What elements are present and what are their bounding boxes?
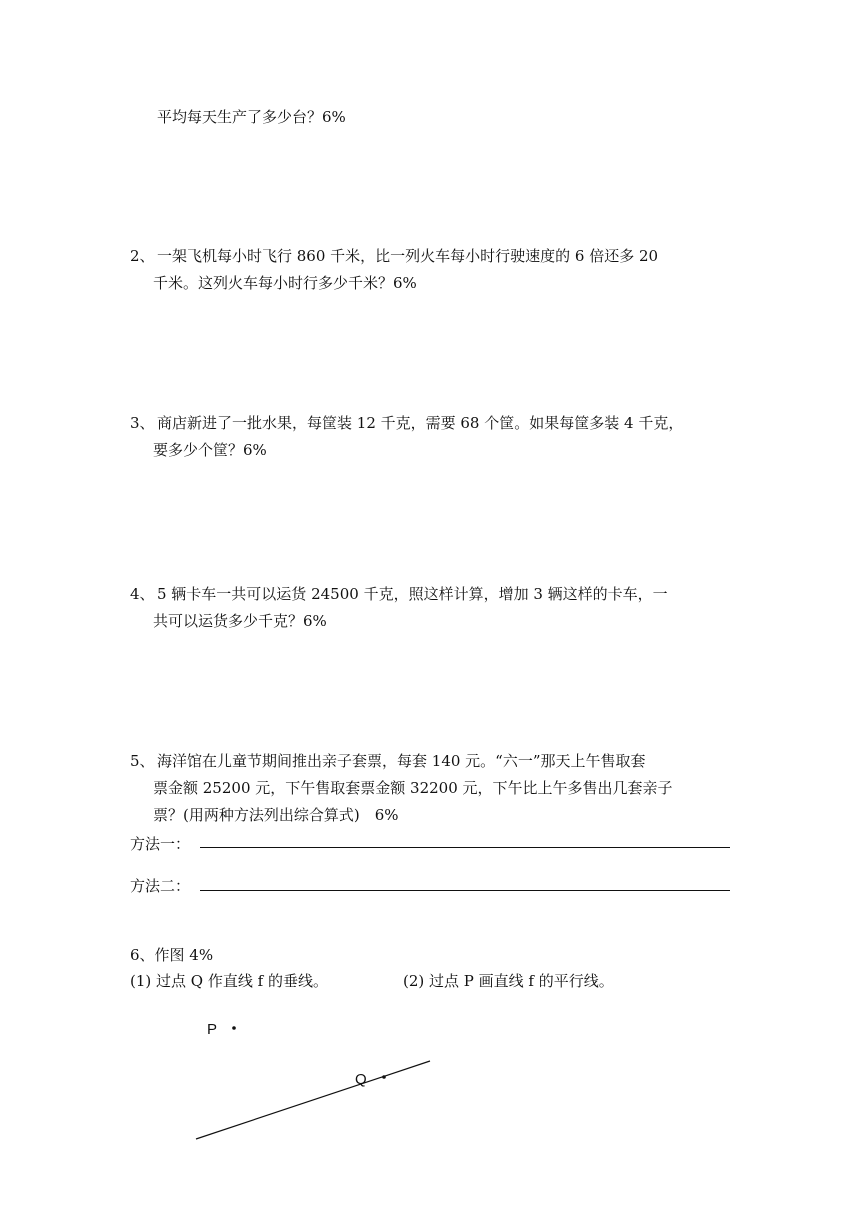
q5-line1: 海洋馆在儿童节期间推出亲子套票，每套 140 元。“六一”那天上午售取套 xyxy=(157,752,646,770)
q2-line1: 一架飞机每小时飞行 860 千米，比一列火车每小时行驶速度的 6 倍还多 20 xyxy=(157,247,659,265)
q1-continuation: 平均每天生产了多少台？6% xyxy=(157,108,346,126)
point-p-label: P xyxy=(207,1021,218,1038)
q2-line2: 千米。这列火车每小时行多少千米？6% xyxy=(153,274,417,292)
q3-line1: 商店新进了一批水果，每筐装 12 千克，需要 68 个筐。如果每筐多装 4 千克， xyxy=(157,414,684,432)
q6-sub2: (2) 过点 P 画直线 f 的平行线。 xyxy=(403,972,614,990)
q5-line3: 票？(用两种方法列出综合算式) 6% xyxy=(153,806,399,824)
q3-line2: 要多少个筐？6% xyxy=(153,441,267,459)
line-f xyxy=(196,1061,430,1139)
point-q-dot xyxy=(382,1075,386,1079)
q6-sub1: (1) 过点 Q 作直线 f 的垂线。 xyxy=(130,972,328,990)
method1-label: 方法一： xyxy=(130,835,191,853)
point-q-label: Q xyxy=(355,1071,367,1088)
q5-line2: 票金额 25200 元，下午售取套票金额 32200 元，下午比上午多售出几套亲子 xyxy=(153,779,673,797)
q5-number: 5、 xyxy=(130,752,155,770)
q6-title: 6、作图 4% xyxy=(130,946,214,964)
q3-number: 3、 xyxy=(130,414,155,432)
q2-number: 2、 xyxy=(130,247,155,265)
q4-number: 4、 xyxy=(130,585,155,603)
point-p-dot xyxy=(232,1026,236,1030)
q4-line2: 共可以运货多少千克？6% xyxy=(153,612,327,630)
q4-line1: 5 辆卡车一共可以运货 24500 千克，照这样计算，增加 3 辆这样的卡车，一 xyxy=(157,585,668,603)
method2-label: 方法二： xyxy=(130,877,191,895)
